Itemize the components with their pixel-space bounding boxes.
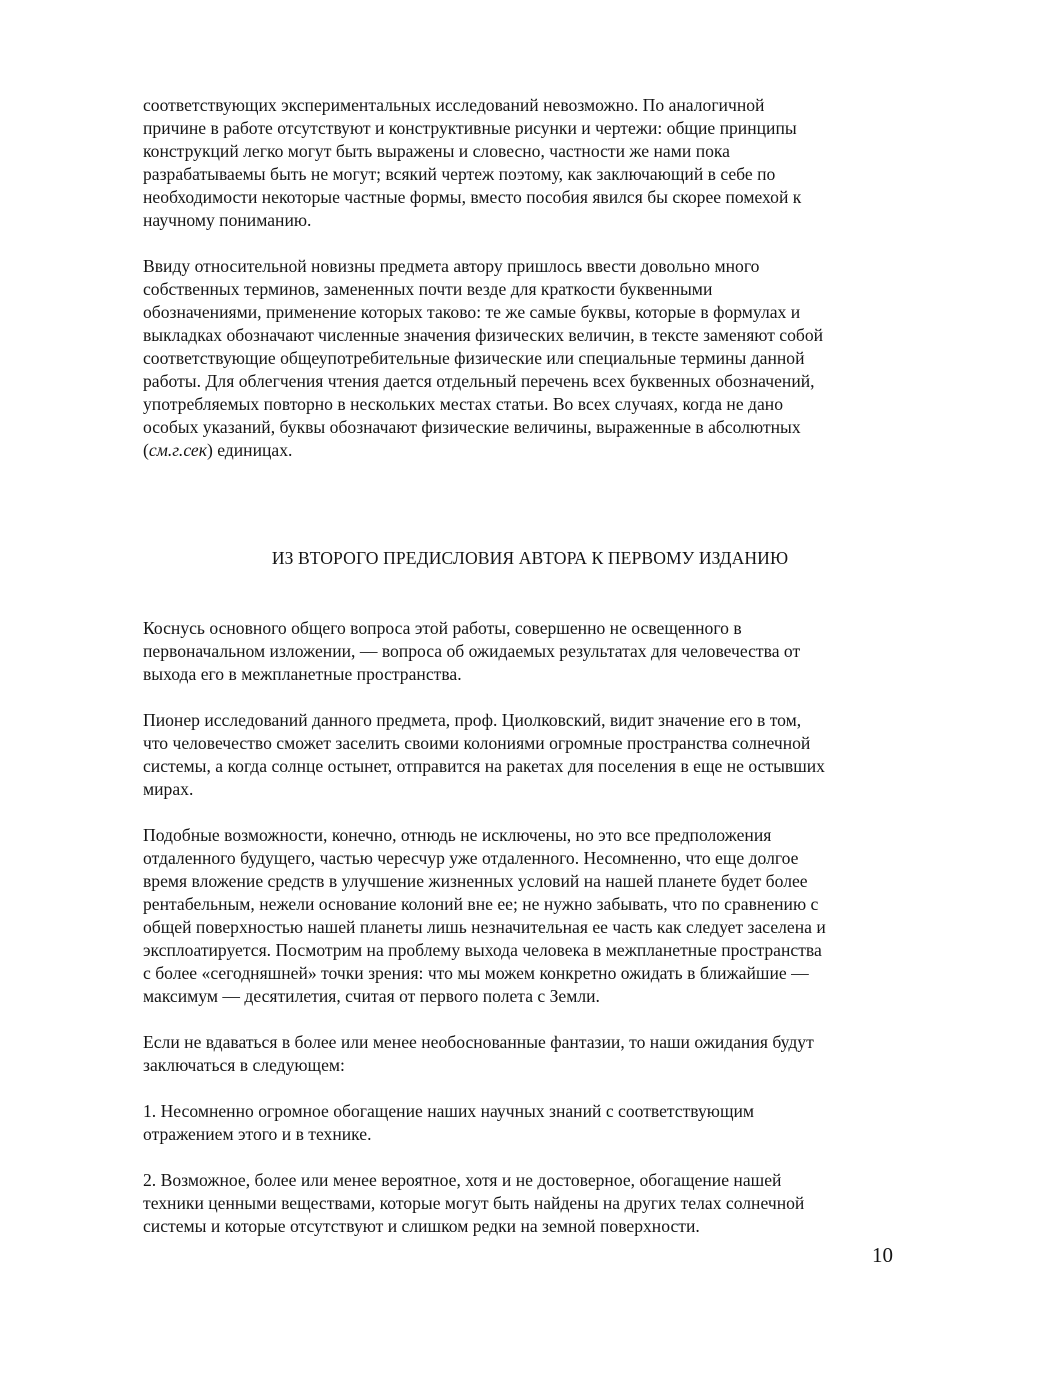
text-line: Если не вдаваться в более или менее необоснованные фантазии, то наши ожидания будут	[143, 1032, 814, 1052]
text-line: научному пониманию.	[143, 210, 312, 230]
paren-open: (	[143, 440, 149, 460]
text-line: Подобные возможности, конечно, отнюдь не исключены, но это все предположения	[143, 825, 772, 845]
text-line: техники ценными веществами, которые могут быть найдены на других телах солнечной	[143, 1193, 805, 1213]
text-line: мирах.	[143, 779, 194, 799]
text-line: эксплоатируется. Посмотрим на проблему выхода человека в межпланетные пространства	[143, 940, 822, 960]
text-line: выкладках обозначают численные значения физических величин, в тексте заменяют собой	[143, 325, 824, 345]
text-line: конструкций легко могут быть выражены и словесно, частности же нами пока	[143, 141, 730, 161]
units-italic: см.г.сек	[148, 440, 207, 460]
text-line: разрабатываемы быть не могут; всякий чертеж поэтому, как заключающий в себе по	[143, 164, 776, 184]
text-line: первоначальном изложении, — вопроса об ожидаемых результатах для человечества от	[143, 641, 801, 661]
text-line: употребляемых повторно в нескольких местах статьи. Во всех случаях, когда не дано	[143, 394, 784, 414]
text-line: системы, а когда солнце остынет, отправится на ракетах для поселения в еще не остывших	[143, 756, 825, 776]
text-line: рентабельным, нежели основание колоний вне ее; не нужно забывать, что по сравнению с	[143, 894, 819, 914]
text-line: Пионер исследований данного предмета, проф. Циолковский, видит значение его в том,	[143, 710, 802, 730]
text-line: соответствующих экспериментальных исследований невозможно. По аналогичной	[143, 95, 765, 115]
text-line: 1. Несомненно огромное обогащение наших научных знаний с соответствующим	[143, 1101, 755, 1121]
text-line: общей поверхностью нашей планеты лишь незначительная ее часть как следует заселена и	[143, 917, 826, 937]
section-paragraph-1	[143, 617, 933, 686]
section-paragraph-2	[143, 709, 933, 801]
section-paragraph-3	[143, 824, 933, 1008]
text-line: что человечество сможет заселить своими колониями огромные пространства солнечной	[143, 733, 811, 753]
text-line: заключаться в следующем:	[143, 1055, 345, 1075]
text-line: причине в работе отсутствуют и конструктивные рисунки и чертежи: общие принципы	[143, 118, 797, 138]
text-line: обозначениями, применение которых таково: те же самые буквы, которые в формулах и	[143, 302, 801, 322]
text-line: Ввиду относительной новизны предмета автору пришлось ввести довольно много	[143, 256, 760, 276]
text-line: Коснусь основного общего вопроса этой работы, совершенно не освещенного в	[143, 618, 742, 638]
intro-paragraph-1	[143, 94, 933, 232]
text-line: отдаленного будущего, частью чересчур уже отдаленного. Несомненно, что еще долгое	[143, 848, 799, 868]
text-line: необходимости некоторые частные формы, вместо пособия явился бы скорее помехой к	[143, 187, 802, 207]
text-line: собственных терминов, замененных почти везде для краткости буквенными	[143, 279, 713, 299]
text-line: с более «сегодняшней» точки зрения: что мы можем конкретно ожидать в ближайшие —	[143, 963, 809, 983]
list-item-2	[143, 1169, 933, 1238]
text-line: системы и которые отсутствуют и слишком редки на земной поверхности.	[143, 1216, 700, 1236]
page-number: 10	[872, 1243, 893, 1267]
text-line: 2. Возможное, более или менее вероятное, хотя и не достоверное, обогащение нашей	[143, 1170, 782, 1190]
text-line: выхода его в межпланетные пространства.	[143, 664, 462, 684]
list-item-1	[143, 1100, 933, 1146]
text-line: особых указаний, буквы обозначают физические величины, выраженные в абсолютных	[143, 417, 801, 437]
text-line: работы. Для облегчения чтения дается отдельный перечень всех буквенных обозначений,	[143, 371, 815, 391]
text-line: время вложение средств в улучшение жизненных условий на нашей планете будет более	[143, 871, 808, 891]
section-paragraph-4	[143, 1031, 933, 1077]
intro-paragraph-2	[143, 255, 933, 462]
section-heading: ИЗ ВТОРОГО ПРЕДИСЛОВИЯ АВТОРА К ПЕРВОМУ ИЗДАНИЮ	[271, 548, 789, 568]
text-line: отражением этого и в технике.	[143, 1124, 372, 1144]
units-suffix: ) единицах.	[206, 440, 293, 460]
text-line-units	[143, 439, 933, 462]
text-line: максимум — десятилетия, считая от первого полета с Земли.	[143, 986, 600, 1006]
text-line: соответствующие общеупотребительные физические или специальные термины данной	[143, 348, 805, 368]
